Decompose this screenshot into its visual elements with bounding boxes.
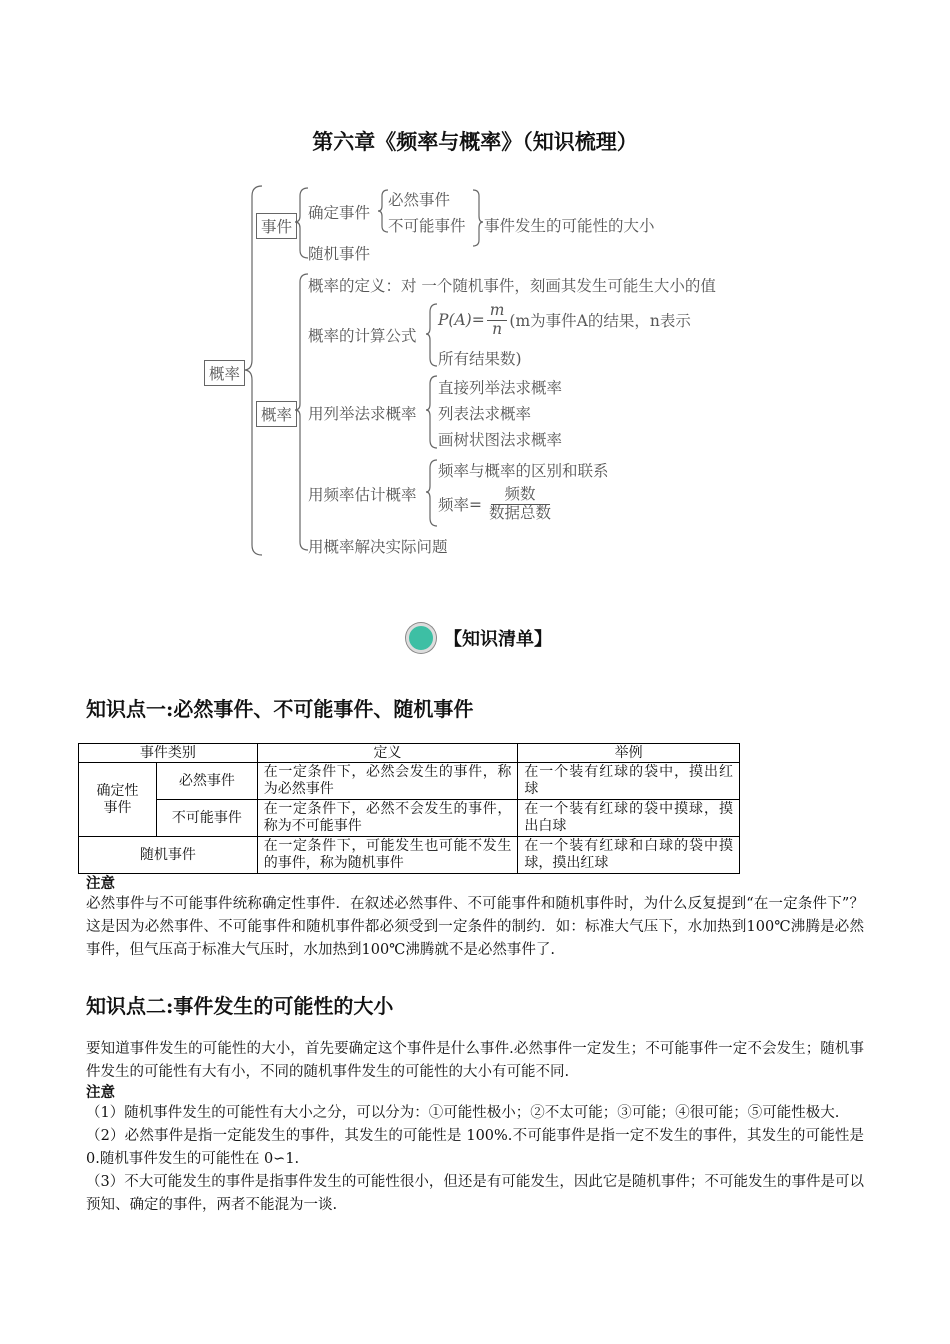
table-header: 举例	[518, 744, 740, 763]
brace-deterministic	[378, 190, 388, 232]
mindmap-random: 随机事件	[308, 245, 371, 263]
mindmap-root: 概率	[204, 360, 245, 386]
freq-den: 数据总数	[489, 503, 552, 522]
table-header: 事件类别	[79, 744, 258, 763]
kp2-note-label: 注意	[86, 1084, 115, 1101]
table-header: 定义	[257, 744, 518, 763]
brace-freq	[426, 460, 437, 526]
freq-num: 频数	[491, 486, 550, 505]
table-cell-type: 不可能事件	[156, 800, 257, 837]
mindmap-definition: 概率的定义：对 一个随机事件，刻画其发生可能生大小的值	[308, 277, 716, 295]
table-header-row	[79, 744, 740, 763]
mindmap-formula	[438, 302, 691, 339]
table-cell-def: 在一定条件下，必然不会发生的事件，称为不可能事件	[257, 800, 518, 837]
mindmap-possibility: 事件发生的可能性的大小	[484, 217, 655, 235]
table-row	[79, 800, 740, 837]
table-cell-type: 必然事件	[156, 763, 257, 800]
mindmap-deterministic: 确定事件	[308, 204, 371, 222]
page-title: 第六章《频率与概率》（知识梳理）	[312, 129, 638, 154]
mindmap-event-box: 事件	[256, 213, 297, 239]
table-group-cell: 确定性事件	[79, 763, 157, 837]
table-cell-ex: 在一个装有红球的袋中摸球，摸出白球	[518, 800, 740, 837]
mindmap-enum-item: 直接列举法求概率	[438, 379, 563, 397]
table-cell-def: 在一定条件下，必然会发生的事件，称为必然事件	[257, 763, 518, 800]
table-cell-ex: 在一个装有红球的袋中，摸出红球	[518, 763, 740, 800]
mindmap-enum-label: 用列举法求概率	[308, 405, 417, 423]
mindmap-solve: 用概率解决实际问题	[308, 538, 448, 556]
table-row	[79, 837, 740, 874]
kp1-note-text: 必然事件与不可能事件统称确定性事件．在叙述必然事件、不可能事件和随机事件时，为什么反复提到“在一定条件下”？这是因为必然事件、不可能事件和随机事件都必须受到一定条件的制约．如：标准大气压下，水加热到100℃沸腾是必然事件，但气压高于标准大气压时，水加热到100℃沸腾就不是必然事件了.	[86, 896, 864, 958]
formula-pa: P(A)=	[438, 311, 485, 330]
formula-fraction	[487, 302, 508, 339]
kp2-note-item: （1）随机事件发生的可能性有大小之分，可以分为：①可能性极小；②不太可能；③可能；④很可能；⑤可能性极大.	[86, 1105, 840, 1121]
kp2-note-item: （2）必然事件是指一定能发生的事件，其发生的可能性是 100%.不可能事件是指一定不发生的事件，其发生的可能性是 0.随机事件发生的可能性在 0∽1.	[86, 1128, 864, 1167]
brace-root	[244, 186, 262, 555]
section-header-text: 【知识清单】	[444, 629, 552, 650]
kp2-title: 知识点二:事件发生的可能性的大小	[86, 994, 394, 1018]
mindmap-formula-label: 概率的计算公式	[308, 327, 417, 345]
kp2-note-item: （3）不大可能发生的事件是指事件发生的可能性很小，但还是有可能发生，因此它是随机事件；不可能发生的事件是可以预知、确定的事件，两者不能混为一谈.	[86, 1174, 864, 1213]
table-row	[79, 763, 740, 800]
formula-tail2: 所有结果数)	[438, 350, 522, 368]
kp2-intro: 要知道事件发生的可能性的大小，首先要确定这个事件是什么事件.必然事件一定发生；不可能事件一定不会发生；随机事件发生的可能性有大有小，不同的随机事件发生的可能性的大小有可能不同.	[86, 1041, 864, 1080]
section-header	[406, 623, 552, 653]
freq-eq: 频率=	[438, 496, 482, 515]
mindmap-freq-label: 用频率估计概率	[308, 486, 417, 504]
table-cell-type: 随机事件	[79, 837, 258, 874]
table-cell-def: 在一定条件下，可能发生也可能不发生的事件，称为随机事件	[257, 837, 518, 874]
mindmap-certain: 必然事件	[388, 191, 451, 209]
freq-fraction	[486, 486, 554, 523]
circle-bullet-icon	[406, 623, 436, 653]
formula-n: n	[492, 319, 503, 338]
formula-tail: (m为事件A的结果，n表示	[509, 312, 691, 331]
mindmap-freq-formula	[438, 486, 554, 523]
brace-enum	[426, 376, 437, 448]
brace-possibility	[473, 190, 483, 246]
event-type-table	[78, 743, 740, 874]
mindmap-freq-item: 频率与概率的区别和联系	[438, 462, 609, 480]
table-cell-ex: 在一个装有红球和白球的袋中摸球，摸出红球	[518, 837, 740, 874]
kp1-note	[86, 875, 864, 962]
brace-formula	[426, 304, 437, 366]
kp2-body	[86, 1038, 864, 1217]
mindmap-enum-item: 列表法求概率	[438, 405, 532, 423]
mindmap-enum-item: 画树状图法求概率	[438, 431, 563, 449]
mindmap-impossible: 不可能事件	[388, 217, 466, 235]
formula-m: m	[487, 302, 508, 321]
kp1-note-label: 注意	[86, 875, 115, 892]
mindmap-probability-box: 概率	[256, 401, 297, 427]
kp1-title: 知识点一:必然事件、不可能事件、随机事件	[86, 697, 474, 721]
